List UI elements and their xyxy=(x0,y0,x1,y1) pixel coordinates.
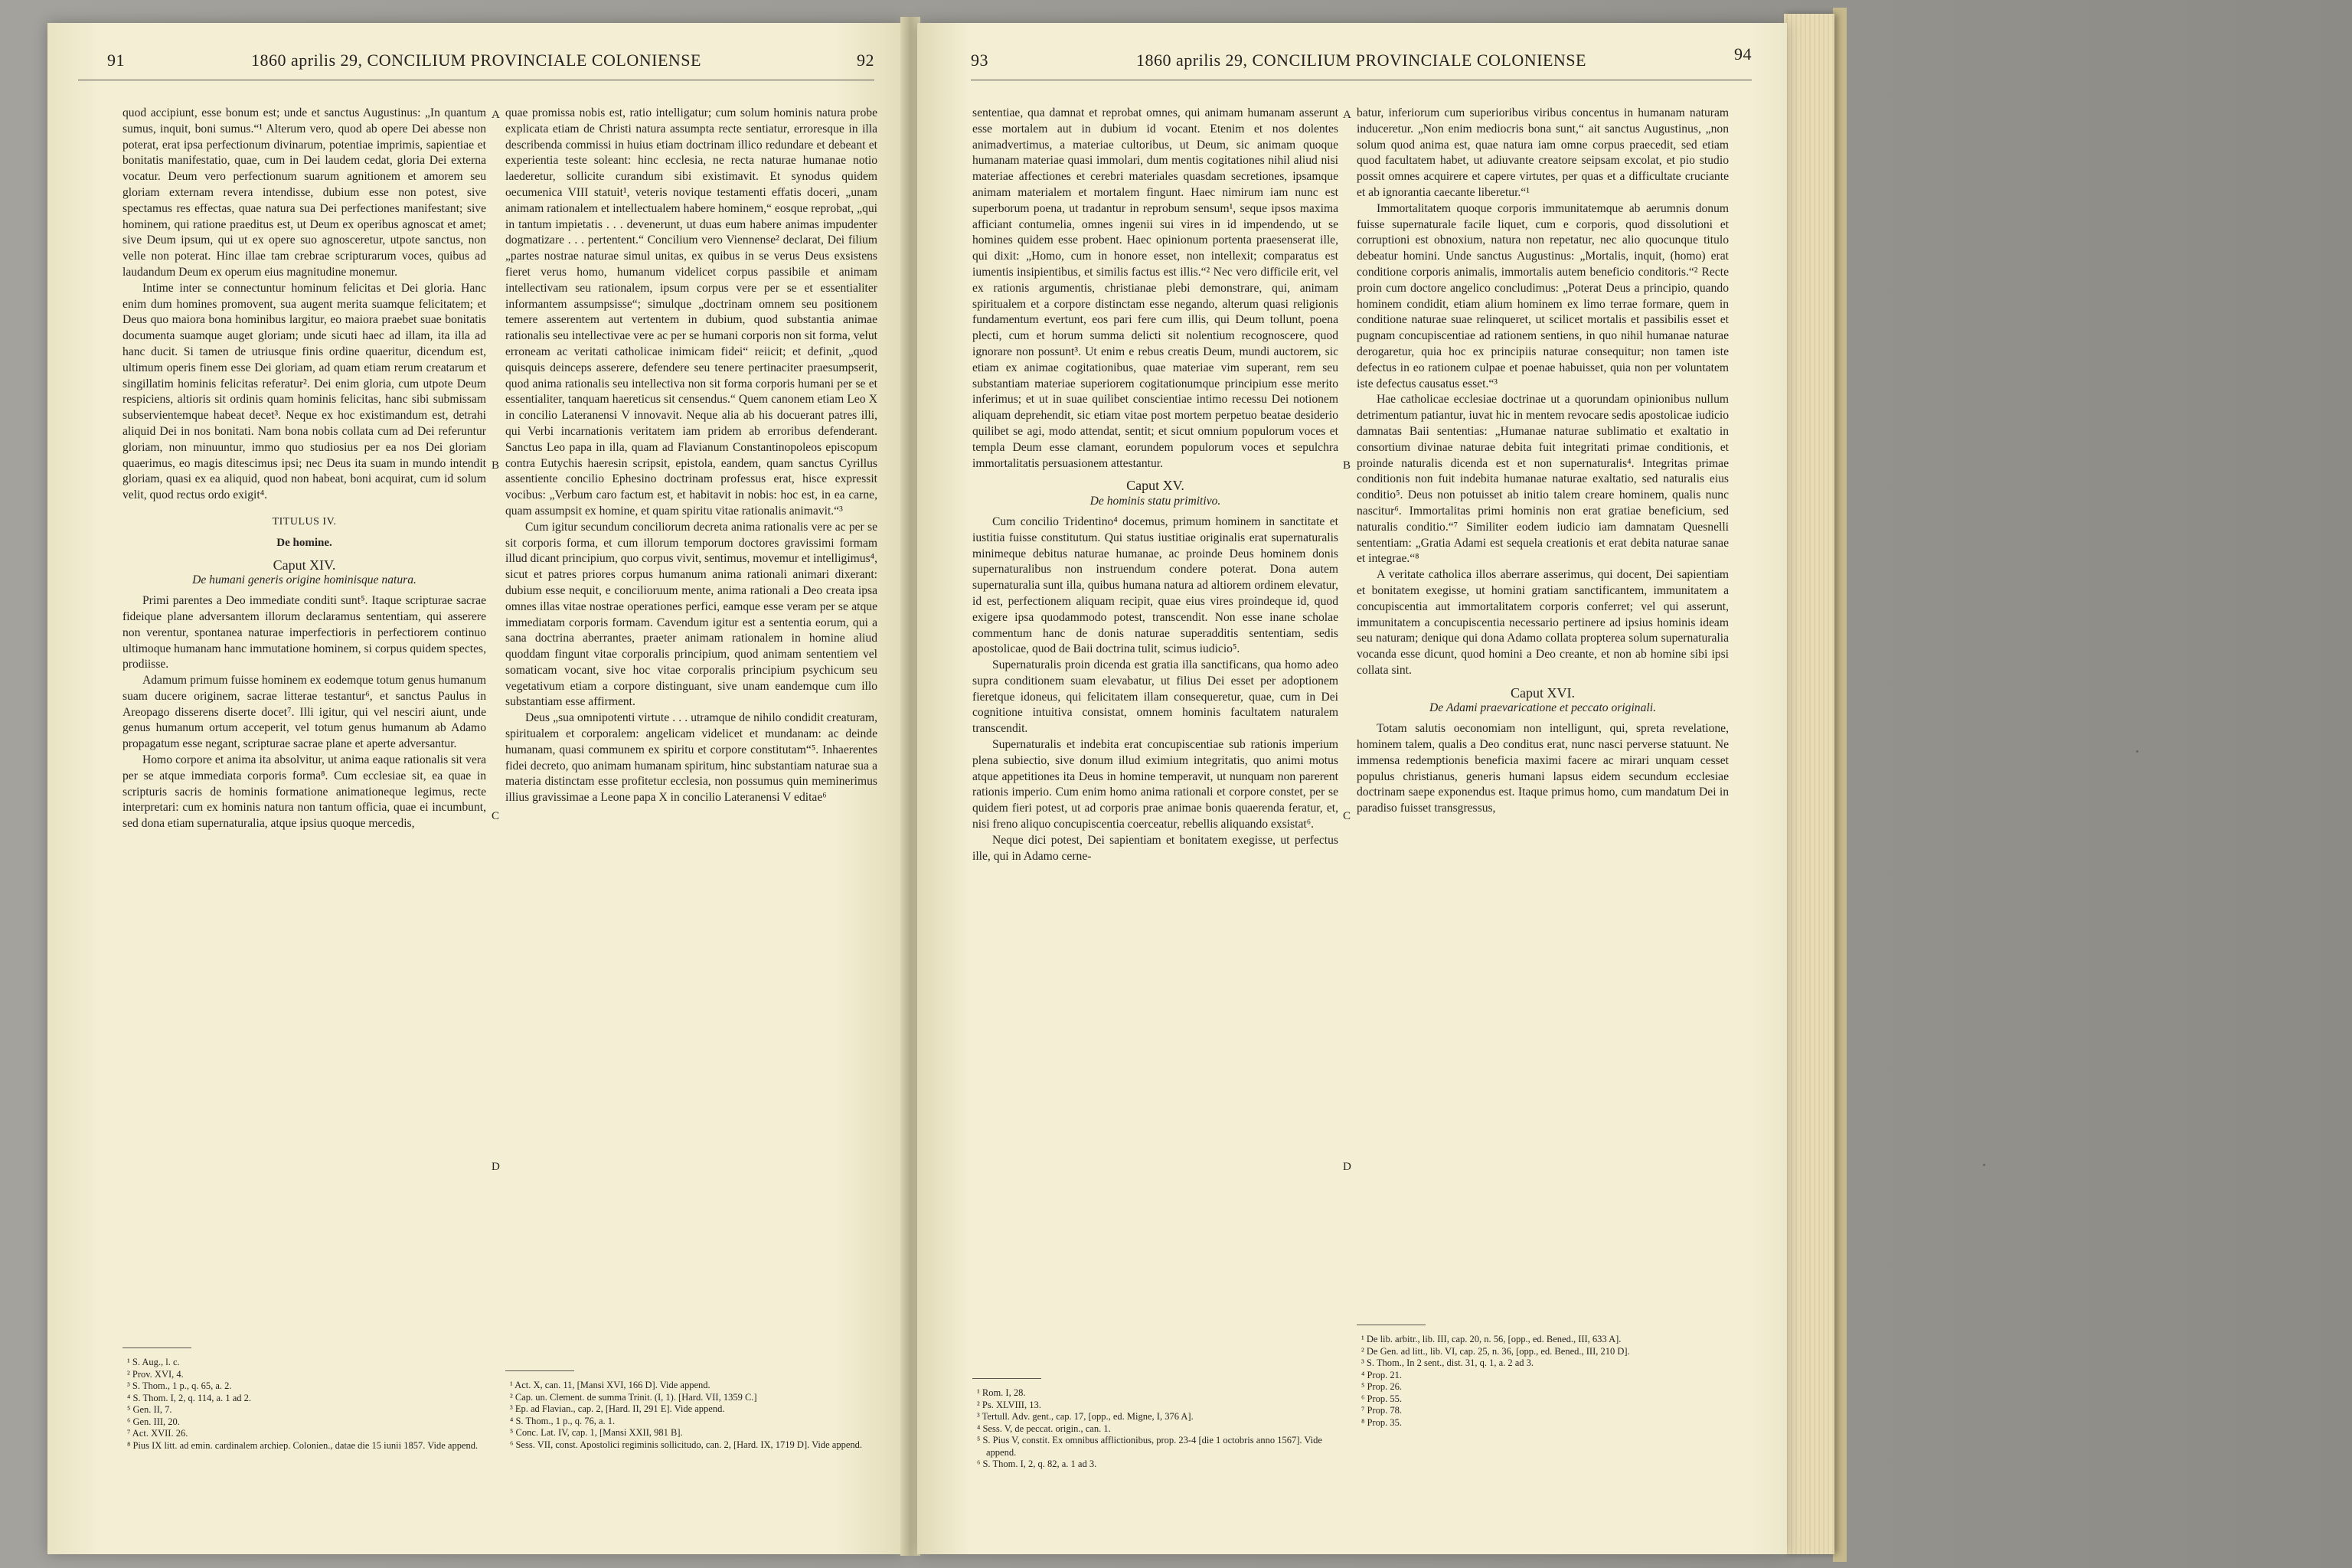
footnote: ³ S. Thom., In 2 sent., dist. 31, q. 1, a. 2 ad 3. xyxy=(1361,1357,1534,1368)
left-page xyxy=(47,23,903,1554)
margin-marker: A xyxy=(1343,109,1351,121)
footnote: ⁴ S. Thom., 1 p., q. 76, a. 1. xyxy=(510,1415,616,1426)
footnote: ² Cap. un. Clement. de summa Trinit. (I, 1). [Hard. VII, 1359 C.] xyxy=(510,1391,757,1403)
footnote: ³ S. Thom., 1 p., q. 65, a. 2. xyxy=(127,1380,232,1391)
footnote: ⁵ Prop. 26. xyxy=(1361,1381,1402,1392)
paragraph: Totam salutis oeconomiam non intelligunt, qui, spreta revelatione, hominem talem, qualis a Deo conditus erat, nunc nasci perverse statuunt. Ne immensa redemptionis beneficia maximi facere ac mirari unquam cesset populus christianus, generis humani lapsus eidem secundum ecclesiae doctrinam saepe exponendus est. Itaque primus homo, cum mandatum Dei in paradiso fuisset transgressus, xyxy=(1357,722,1729,815)
chapter-heading: Caput XVI. xyxy=(1511,684,1575,701)
column-left xyxy=(122,106,486,832)
paragraph: A veritate catholica illos aberrare asserimus, qui docent, Dei sapientiam et bonitatem exegisse, ut homini gratiam sanctificantem, immunitatem a concupiscentia aut immortalitatem corporis conferret; vel qui asserunt, immunitatem a concupiscentia necessario pertinere ad ipsius hominis ideam seu naturam; denique qui dona Adamo collata propterea solum supernaturalia vocanda esse dicunt, quod homini a Deo creante, et non ab homine sibi ipsi collata sint. xyxy=(1357,568,1729,677)
running-head xyxy=(971,44,1752,81)
footnotes-right xyxy=(1357,1334,1729,1429)
footnote: ² Prov. XVI, 4. xyxy=(127,1368,184,1380)
paragraph: sententiae, qua damnat et reprobat omnes, qui animam humanam asserunt esse mortalem aut in dubium id vocant. Etenim et nos dolentes animadvertimus, a materiae cultoribus, ut Deum, sic animam quoque humanam materiae quasi immolari, dum mentis cogitationes nihil aliud nisi materiae affectiones et cerebri materiales quasdam secretiones, ipsamque animam materialem et mortalem fingunt. Haec nimirum iam nunc est superborum poena, ut tradantur in reprobum sensum¹, seque ipsos maxima afficiant contumelia, omnes ingenii sui vires in id impendendo, ut se homines quidem esse probent. Haec opinionum portenta praesenserat ille, qui dixit: „Homo, cum in honore esset, non intellexit; comparatus est iumentis insipientibus, et similis factus est illis.“² Nec vero difficile erit, vel ex rationis argumentis, christianae plebi demonstrare, qui, animam spiritualem et a corpore distinctam esse negando, alterum quasi religionis fundamentum evertunt, eos pari fere cum illis, qui Deum tollunt, poena plecti, cum et horum summa delicti sit nolentium recognoscere, quod ignorare non possunt³. Ut enim e rebus creatis Deum, mundi auctorem, sic etiam ex animae cogitationibus, quae materiae vim superant, rem seu substantiam materiae superiorem cogitationumque principium esse merito inferimus; et ut in suae quilibet conscientiae intimo recessu Dei notionem aliquam deprehendit, sic etiam vitae post mortem perpetuo beatae desiderio quilibet se agi, modo attendat, sentit; et sicut omnium populorum voces et templa Deum esse clamant, eorundem populorum voces et sepulchra immortalitatis persuasionem attestantur. xyxy=(972,106,1338,470)
paragraph: Supernaturalis et indebita erat concupiscentiae sub rationis imperium plena subiectio, sive donum illud eximium integritatis, quo animi motus atque appetitiones ita Deus in homine temperavit, ut nunquam non parerent rationis imperio. Cum enim homo anima rationali et corpore constet, per se quidem fieri potest, ut ad corporis prae animae bonis quaerenda feratur, et, nisi freno aliquo concupiscentia coerceatur, rebellis aliquando exsistat⁶. xyxy=(972,738,1338,831)
footnote: ⁶ Gen. III, 20. xyxy=(127,1416,180,1427)
footnote: ¹ De lib. arbitr., lib. III, cap. 20, n. 56, [opp., ed. Bened., III, 633 A]. xyxy=(1361,1334,1622,1344)
footnote: ⁴ Prop. 21. xyxy=(1361,1369,1402,1380)
titulus-heading: TITULUS IV. xyxy=(272,515,337,528)
footnote: ² De Gen. ad litt., lib. VI, cap. 25, n. 36, [opp., ed. Bened., III, 210 D]. xyxy=(1361,1345,1630,1357)
page-number: 94 xyxy=(1734,44,1752,64)
footnote: ⁶ S. Thom. I, 2, q. 82, a. 1 ad 3. xyxy=(977,1459,1097,1469)
margin-marker: C xyxy=(1343,810,1351,822)
footnote: ² Ps. XLVIII, 13. xyxy=(977,1399,1041,1410)
paragraph: Intime inter se connectuntur hominum felicitas et Dei gloria. Hanc enim dum homines promovent, sua augent merita suamque felicitatem; et Deus quo maiora bona hominibus largitur, eo maiora praebet suae bonitatis documenta suamque auget gloriam; unde sicuti haec ad illam, ita illa ad hanc ducit. Si tamen de utriusque finis ordine quaeritur, dicendum est, ultimum operis finem esse Dei gloriam, ad quam etiam rerum creatarum et singillatim hominis felicitas referatur². Dei enim gloria, cum utpote Deum respiciens, altioris sit ordinis quam hominis felicitas, hanc sibi submissam subservientemque habeat decet³. Neque ex hoc existimandum est, detrahi aliquid Dei in nos bonitati. Nam bona nobis collata cum ad Dei referuntur gloriam, non minuuntur, immo quo studiosius per ea nos Dei gloriam quaerimus, eo magis ditescimus ipsi; nec Deus ita suam in mundo intendit gloriam, quasi ex ea aliquid, quod non habeat, boni acquirat, cum id solum velit, quod rectus ordo exigit⁴. xyxy=(122,281,486,502)
chapter-subtitle: De Adami praevaricatione et peccato originali. xyxy=(1429,701,1656,715)
footnote: ⁷ Act. XVII. 26. xyxy=(127,1428,188,1439)
chapter-heading: Caput XV. xyxy=(1126,478,1184,494)
footnote: ¹ S. Aug., l. c. xyxy=(127,1357,180,1367)
margin-marker: D xyxy=(492,1161,500,1173)
paragraph: Hae catholicae ecclesiae doctrinae ut a quorundam opinionibus nullum detrimentum patiantur, iuvat hic in mentem revocare sedis apostolicae iudicio damnatas Baii sententias: „Humanae naturae sublimatio et exaltatio in consortium divinae naturae debita fuit integritati primae conditionis, et proinde naturalis dicenda est et non supernaturalis⁴. Integritas primae conditionis non fuit indebita humanae naturae exaltatio, sed naturalis eius conditio⁵. Deus non potuisset ab initio talem creare hominem, qualis nunc nascitur⁶. Immortalitas primi hominis non erat gratiae beneficium, sed naturalis conditio.“⁷ Similiter eodem iudicio iam damnatam Quesnelli sententiam: „Gratia Adami est sequela creationis et erat debita naturae sanae et integrae.“⁸ xyxy=(1357,393,1729,566)
dust-speck xyxy=(1983,1164,1985,1166)
page-block-edge xyxy=(1784,14,1834,1554)
running-head xyxy=(78,51,874,81)
margin-marker: D xyxy=(1343,1161,1351,1173)
section-heading: De homine. xyxy=(276,536,332,549)
footnote: ³ Tertull. Adv. gent., cap. 17, [opp., ed. Migne, I, 376 A]. xyxy=(977,1411,1194,1422)
footnote: ¹ Rom. I, 28. xyxy=(977,1387,1026,1398)
footnote: ⁶ Sess. VII, const. Apostolici regiminis sollicitudo, can. 2, [Hard. IX, 1719 D]. Vide append. xyxy=(510,1439,863,1450)
paragraph: Adamum primum fuisse hominem ex eodemque totum genus humanum suam ducere originem, sacrae litterae testantur⁶, et sanctus Paulus in Areopago disserens diserte docet⁷. Illi igitur, qui vel nesciri aiunt, unde genus humanum ortum acceperit, vel totum genus humanum ab Adamo propagatum esse negant, scripturae sacrae plane et aperte adversantur. xyxy=(122,674,486,751)
column-right xyxy=(1357,106,1729,817)
column-left xyxy=(972,106,1338,864)
footnote: ¹ Act. X, can. 11, [Mansi XVI, 166 D]. Vide append. xyxy=(510,1380,710,1390)
footnote: ⁷ Prop. 78. xyxy=(1361,1405,1402,1416)
footnote: ⁶ Prop. 55. xyxy=(1361,1393,1402,1404)
footnotes-left xyxy=(972,1387,1338,1471)
paragraph: Homo corpore et anima ita absolvitur, ut anima eaque rationalis sit vera per se atque immediata corporis forma⁸. Cum ecclesiae sit, ea quae in scripturis sacris de hominis formatione animationeque legimus, recte interpretari: cum ex hominis natura non tantum officia, quae ei incumbunt, sed dona etiam supernaturalia, atque ipsius quoque mercedis, xyxy=(122,753,486,831)
footnote: ⁸ Prop. 35. xyxy=(1361,1416,1402,1428)
page-number: 92 xyxy=(857,51,874,70)
right-page xyxy=(917,23,1787,1554)
footnote-rule xyxy=(505,1370,574,1371)
footnote: ⁵ Conc. Lat. IV, cap. 1, [Mansi XXII, 981 B]. xyxy=(510,1427,683,1438)
chapter-subtitle: De humani generis origine hominisque natura. xyxy=(192,573,416,587)
dust-speck xyxy=(2136,750,2138,753)
running-title: 1860 aprilis 29, CONCILIUM PROVINCIALE COLONIENSE xyxy=(1136,51,1586,70)
running-title: 1860 aprilis 29, CONCILIUM PROVINCIALE COLONIENSE xyxy=(251,51,701,70)
paragraph: Primi parentes a Deo immediate conditi sunt⁵. Itaque scripturae sacrae fideique plane adversantem illorum declaramus sententiam, qui asserere non verentur, spontanea naturae imperfectioris in perfectiorem continuo ultimoque humanam hanc immutatione hominem, si corpus quidem spectes, prodiisse. xyxy=(122,594,486,671)
chapter-heading: Caput XIV. xyxy=(273,557,336,573)
footnote: ⁵ S. Pius V, constit. Ex omnibus afflictionibus, prop. 23-4 [die 1 octobris anno 1567]. Vide append. xyxy=(977,1435,1322,1458)
paragraph: Deus „sua omnipotenti virtute . . . utramque de nihilo condidit creaturam, spiritualem et corporalem: angelicam videlicet et mundanam: ac deinde humanam, quasi communem ex spiritu et corpore constitutam“⁵. Inhaerentes fidei decreto, quo animam humanam spiritum, hinc substantiam naturae sua a materia distinctam esse profitetur ecclesia, non possumus quin meminerimus illius gravissimae a Leone papa X in concilio Lateranensi V editae⁶ xyxy=(505,711,877,805)
footnote: ⁸ Pius IX litt. ad emin. cardinalem archiep. Colonien., datae die 15 iunii 1857. Vide append. xyxy=(127,1439,479,1451)
chapter-subtitle: De hominis statu primitivo. xyxy=(1089,495,1221,508)
paragraph: Immortalitatem quoque corporis immunitatemque ab aerumnis donum fuisse supernaturale facile liquet, cum e corporis, quod dissolutioni et corruptioni est obnoxium, natura non repetatur, nec alio quocunque titulo debeatur homini. Unde sanctus Augustinus: „Mortalis, inquit, (homo) erat conditione corporis animalis, immortalis autem beneficio conditoris.“² Recte proin cum doctore angelico concludimus: „Poterat Deus a principio, quando hominem condidit, etiam alium hominem ex limo terrae formare, quem in conditione naturae suae relinqueret, ut scilicet mortalis et passibilis esset et pugnam concupiscentiae ad rationem sentiens, in quo nihil humanae naturae derogaretur, quia hoc ex principiis naturae consequitur; non tamen iste defectus in eo rationem culpae et poenae habuisset, quia non per voluntatem iste defectus causatus esset.“³ xyxy=(1357,201,1729,390)
paragraph: quod accipiunt, esse bonum est; unde et sanctus Augustinus: „In quantum sumus, inquit, boni sumus.“¹ Alterum vero, quod ab opere Dei abesse non poterat, erat ipsa perfectionum divinarum, potentiae imprimis, sapientiae et bonitatis manifestatio, quae, cum in Dei laudem cedat, gloria Dei externa vocatur. Deum vero perfectionum suarum agnitionem et amorem seu gloriam externam revera intendisse, dubium esse non potest, sive spectamus res effectas, quae natura sua Dei perfectiones manifestant; sive hominem, qui ratione praeditus est, ut Deum ex operibus agnoscat et amet; sive Deum ipsum, qui ut ex opere suo agnosceretur, utpote sanctus, non velle non poterat. Hinc illae tam crebrae scripturarum voces, quibus ad laudandum Deum ex operum eius magnitudine monemur. xyxy=(122,106,486,279)
footnote-rule xyxy=(972,1378,1041,1379)
margin-marker: B xyxy=(492,459,500,472)
margin-marker: C xyxy=(492,810,500,822)
paragraph: Supernaturalis proin dicenda est gratia illa sanctificans, qua homo adeo supra conditionem suam elevabatur, ut filius Dei esset per adoptionem fieretque idoneus, qui felicitatem illam consequeretur, quae, cum in Dei cognitione intuitiva consistat, omnem hominis facultatem naturalem transcendit. xyxy=(972,658,1338,736)
footnote: ³ Ep. ad Flavian., cap. 2, [Hard. II, 291 E]. Vide append. xyxy=(510,1403,725,1414)
column-right xyxy=(505,106,877,806)
margin-marker: B xyxy=(1343,459,1351,472)
paragraph: Cum concilio Tridentino⁴ docemus, primum hominem in sanctitate et iustitia fuisse constitutum. Qui status iustitiae originalis erat supernaturalis minimeque debitus naturae humanae, ac proinde Deus hominem donis supernaturalibus non instruendum condere poterat. Dona autem supernaturalia sunt illa, quibus humana natura ad altiorem ordinem elevatur, id est, perfectionem aliquam recipit, quae eius vires proindeque id, quod exigere ipsa quodammodo potest, transcendit. Non esse inane scholae commentum hanc de donis naturae superadditis sententiam, sedis apostolicae, quod de Baii doctrina tulit, scimus iudicio⁵. xyxy=(972,514,1338,656)
book-cover-edge xyxy=(1833,8,1847,1562)
margin-marker: A xyxy=(492,109,500,121)
paragraph: batur, inferiorum cum superioribus viribus concentus in humanam naturam induceretur. „Non enim mediocris bona sunt,“ ait sanctus Augustinus, „non solum quod anima est, quae natura iam omne corpus praecedit, sed etiam quod facultatem habet, ut adiuvante creatore seipsam excolat, et pio studio possit omnes acquirere et capere virtutes, per quas et a difficultate cruciante et ab ignorantia caecante liberetur.“¹ xyxy=(1357,106,1729,199)
footnote: ⁴ Sess. V, de peccat. origin., can. 1. xyxy=(977,1423,1111,1434)
footnotes-right xyxy=(505,1380,877,1451)
page-number: 93 xyxy=(971,51,988,70)
page-number: 91 xyxy=(107,51,125,70)
paragraph: quae promissa nobis est, ratio intelligatur; cum solum hominis natura probe explicata etiam de Christi natura assumpta recte sentiatur, erroresque in illa describenda commissi in huius etiam doctrinam illico redundare et debeant et experientia teste soleant: hinc ecclesia, ne recta naturae humanae notio laederetur, sollicite curandum sibi existimavit. Et synodus quidem oecumenica VIII statuit¹, veteris novique testamenti effatis doceri, „unam animam rationalem et intellectualem habere hominem,“ eosque reprobat, „qui in tantum impietatis . . . devenerunt, ut duas eum habere animas impudenter dogmatizare . . . pertentent.“ Concilium vero Viennense² declarat, Dei filium „partes nostrae naturae simul unitas, ex quibus in se verus Deus exsistens fieret verus homo, humanum videlicet corpus passibile et animam intellectivam seu rationalem, ipsum corpus vere per se et essentialiter informantem assumpsisse“; simulque „doctrinam omnem seu positionem temere asserentem aut vertentem in dubium, quod substantia animae rationalis seu intellectivae vere ac per se humani corporis non sit forma, velut erroneam ac veritati catholicae inimicam fidei“ reiicit; et definit, „quod quisquis deinceps asserere, defendere seu tenere pertinaciter praesumpserit, quod anima rationalis seu intellectiva non sit forma corporis humani per se et essentialiter, tanquam haereticus sit censendus.“ Quem canonem etiam Leo X in concilio Lateranensi V innovavit. Neque alia ab his docuerant patres illi, qui Verbi incarnationis veritatem iam pridem ab erroribus defenderant. Sanctus Leo papa in illa, quam ad Flavianum Constantinopoleos episcopum contra Eutychis haeresin scripsit, epistola, eandem, quam sanctus Cyrillus assentiente concilio Ephesino doctrinam professus erat, hisce expressit vocibus: „Verbum caro factum est, et habitavit in nobis: hoc est, in ea carne, quam assumpsit ex homine, et quam spiritu vitae rationalis animavit.“³ xyxy=(505,106,877,518)
footnotes-left xyxy=(122,1357,486,1452)
footnote: ⁵ Gen. II, 7. xyxy=(127,1404,172,1415)
paragraph: Cum igitur secundum conciliorum decreta anima rationalis vere ac per se sit corporis forma, et cum illorum temporum doctores gravissimi formam illud dicant principium, quo corpus vivit, sentimus, movemur et intelligimus⁴, sicut et patres priores corpus humanum anima rationali animari dixerant: dubium esse nequit, e concilioruum mente, anima rationali a Deo creata ipsa omnes illas vitae nostrae operationes perfici, eamque esse veram per se atque immediatam corporis formam. Cavendum igitur est a sententia eorum, qui a sana doctrina aberrantes, praeter animam rationalem in homine aliud quoddam fingunt vitae corporalis principium, quod animam sententiem vel somaticam vocant, sive hoc vitae corporalis principium psychicum seu vegetativum etiam a corpore distinguant, sive unam eandemque cum illo substantiam esse affirment. xyxy=(505,520,877,709)
paragraph: Neque dici potest, Dei sapientiam et bonitatem exegisse, ut perfectus ille, qui in Adamo cerne- xyxy=(972,833,1338,863)
footnote: ⁴ S. Thom. I, 2, q. 114, a. 1 ad 2. xyxy=(127,1392,251,1403)
